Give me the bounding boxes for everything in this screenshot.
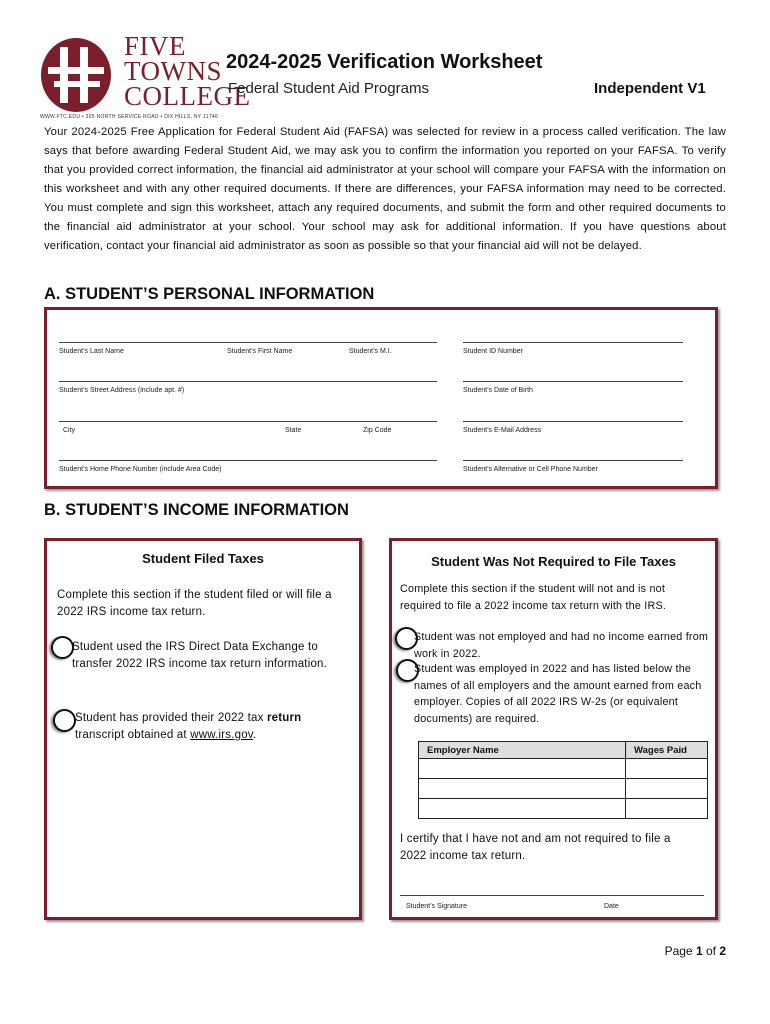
college-address: WWW.FTC.EDU • 305 NORTH SERVICE ROAD • DIX HILLS, NY 11746 <box>40 114 219 120</box>
document-title: 2024-2025 Verification Worksheet <box>226 51 543 73</box>
student-id-line[interactable] <box>463 342 683 343</box>
wages-cell[interactable] <box>626 759 708 779</box>
name-line[interactable] <box>59 342 437 343</box>
section-b-heading: B. STUDENT’S INCOME INFORMATION <box>44 501 349 519</box>
college-logo <box>40 37 112 113</box>
last-name-label: Student’s Last Name <box>59 348 124 355</box>
certify-statement: I certify that I have not and am not required to file a 2022 income tax return. <box>400 833 671 862</box>
ddx-option-text: Student used the IRS Direct Data Exchange to transfer 2022 IRS income tax return information. <box>72 641 328 670</box>
not-employed-option-text: Student was not employed and had no income earned from work in 2022. <box>414 631 709 660</box>
transcript-radio[interactable] <box>53 709 76 732</box>
not-required-instructions: Complete this section if the student will not and is not required to file a 2022 income tax return with the IRS. <box>400 583 667 612</box>
city-state-zip-line[interactable] <box>59 421 437 422</box>
employer-name-cell[interactable] <box>419 759 626 779</box>
filed-taxes-instructions: Complete this section if the student filed or will file a 2022 IRS income tax return. <box>57 589 332 618</box>
dob-line[interactable] <box>463 381 683 382</box>
intro-paragraph: Your 2024-2025 Free Application for Federal Student Aid (FAFSA) was selected for review in a process called verification. The law says that before awarding Federal Student Aid, we may ask you to confirm the information you reported on your FAFSA. To verify that you provided correct information, the financial aid administrator at your school will compare your FAFSA with the information on this worksheet and with any other required documents. If there are differences, your FAFSA information may need to be corrected. You must complete and sign this worksheet, attach any required documents, and submit the form and other required documents to the financial aid administrator at your school. Your school may ask for additional information. If you have questions about verification, contact your financial aid administrator as soon as possible so that your financial aid will not be delayed. <box>44 126 726 252</box>
not-required-title: Student Was Not Required to File Taxes <box>431 554 676 569</box>
employer-name-cell[interactable] <box>419 799 626 819</box>
personal-info-box <box>44 307 718 489</box>
address-line[interactable] <box>59 381 437 382</box>
home-phone-line[interactable] <box>59 460 437 461</box>
document-subtitle: Federal Student Aid Programs <box>228 80 429 97</box>
email-line[interactable] <box>463 421 683 422</box>
student-id-label: Student ID Number <box>463 348 523 355</box>
alt-phone-label: Student’s Alternative or Cell Phone Number <box>463 466 598 473</box>
alt-phone-line[interactable] <box>463 460 683 461</box>
city-label: City <box>63 427 76 434</box>
employed-option-text: Student was employed in 2022 and has listed below the names of all employers and the amount earned from each employer. Copies of all 2022 IRS W-2s (or equivalent documents) are required. <box>414 663 702 725</box>
filed-taxes-title: Student Filed Taxes <box>142 551 264 566</box>
irs-link[interactable]: www.irs.gov <box>190 729 253 741</box>
email-label: Student’s E-Mail Address <box>463 427 542 434</box>
section-a-heading: A. STUDENT’S PERSONAL INFORMATION <box>44 285 375 303</box>
filed-taxes-box <box>44 538 362 920</box>
signature-label: Student’s Signature <box>406 903 467 910</box>
dob-label: Student’s Date of Birth <box>463 387 533 394</box>
employer-name-cell[interactable] <box>419 779 626 799</box>
state-label: State <box>285 427 302 434</box>
not-required-box <box>389 538 718 920</box>
table-row <box>419 779 708 799</box>
wages-paid-header: Wages Paid <box>626 742 708 759</box>
document-version: Independent V1 <box>594 80 706 97</box>
home-phone-label: Student’s Home Phone Number (include Area Code) <box>59 466 222 473</box>
address-label: Student’s Street Address (include apt. #) <box>59 387 185 394</box>
table-row <box>419 759 708 779</box>
signature-line[interactable] <box>400 895 704 896</box>
table-row <box>419 799 708 819</box>
wages-cell[interactable] <box>626 799 708 819</box>
college-logo-text: FIVE TOWNS COLLEGE <box>124 31 251 111</box>
first-name-label: Student’s First Name <box>227 348 293 355</box>
date-label: Date <box>604 903 619 910</box>
page-number: Page 1 of 2 <box>664 944 726 958</box>
wages-cell[interactable] <box>626 779 708 799</box>
employer-table <box>418 741 708 819</box>
transcript-option-text: Student has provided their 2022 tax return transcript obtained at www.irs.gov. <box>75 712 302 741</box>
employer-name-header: Employer Name <box>419 742 626 759</box>
zip-label: Zip Code <box>363 427 392 434</box>
mi-label: Student’s M.I. <box>349 348 392 355</box>
ddx-radio[interactable] <box>51 636 74 659</box>
